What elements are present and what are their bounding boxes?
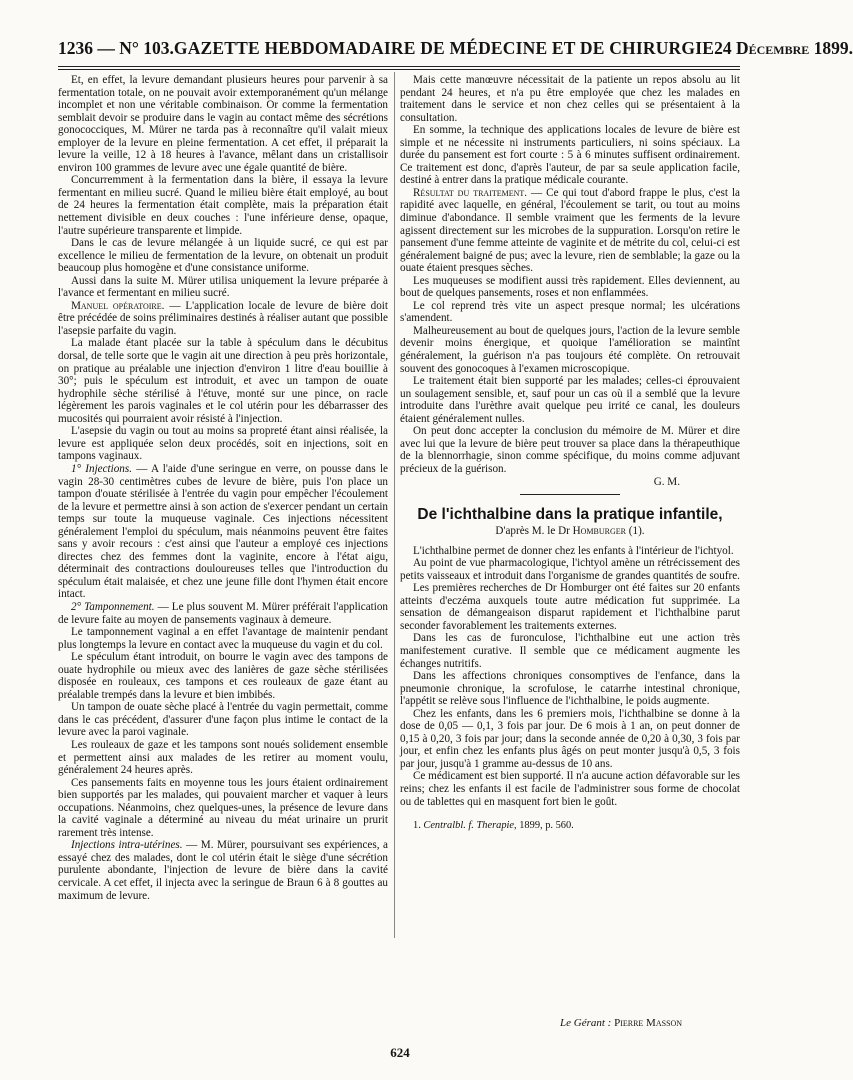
paragraph: Le traitement était bien supporté par les malades; celles-ci éprouvaient un soulagement sensible, et, sauf pour un cas où il a semblé que la levure introduite dans l'urèthre avait quelque peu irrité ce canal, les douleurs étaient généralement nulles.	[400, 375, 740, 425]
paragraph: En somme, la technique des applications locales de levure de bière est simple et ne nécessite ni instruments particuliers, ni soins spéciaux. La durée du pansement est fort courte : 5 à 6 minutes suffisent ordinairement. Ce traitement est donc, d'après l'auteur, de par sa seule application facile, destiné à entrer dans la pratique médicale courante.	[400, 124, 740, 187]
paragraph: 2° Tamponnement. — Le plus souvent M. Mürer préférait l'application de levure faite au moyen de pansements vaginaux à demeure.	[58, 600, 388, 626]
paragraph: Malheureusement au bout de quelques jours, l'action de la levure semble devenir moins énergique, et quoique l'amélioration se maintînt généralement, la guérison n'a pas toujours été complète. On retrouvait souvent des gonocoques à l'examen microscopique.	[400, 324, 740, 375]
paragraph: Les muqueuses se modifient aussi très rapidement. Elles deviennent, au bout de quelques pansements, roses et non enflammées.	[400, 274, 740, 300]
publisher-credit: Le Gérant : Pierre Masson	[560, 1017, 683, 1029]
journal-title: GAZETTE HEBDOMADAIRE DE MÉDECINE ET DE CHIRURGIE	[173, 38, 715, 58]
paragraph: Chez les enfants, dans les 6 premiers mois, l'ichthalbine se donne à la dose de 0,05 — 0,1, 3 fois par jour. De 6 mois à 1 an, on peut donner de 0,15 à 0,20, 3 fois par jour; dans la seconde année de 0,20 à 0,30, 3 fois par jour, et enfin chez les enfants plus âgés on peut monter jusqu'à 0,5, 3 fois par jour, jusqu'à 1 gramme au-dessus de 10 ans.	[400, 707, 740, 770]
issue-date: 24 Décembre 1899.	[714, 38, 853, 58]
paragraph: Dans les affections chroniques consomptives de l'enfance, dans la pneumonie chronique, la scrofulose, le catarrhe intestinal chronique, l'appétit se relève sous l'influence de l'ichthalbine, le poids augmente.	[400, 670, 740, 708]
paragraph: Le spéculum étant introduit, on bourre le vagin avec des tampons de ouate hydrophile ou mieux avec des lanières de gaze sèche stérilisées disposée en rouleaux, ces tampons et ces rouleaux de gaze étant au préalable trempés dans la levure et bien imbibés.	[58, 651, 388, 701]
paragraph: Les rouleaux de gaze et les tampons sont noués solidement ensemble et permettent ainsi aux malades de les retirer au moment voulu, généralement 24 heures après.	[58, 738, 388, 777]
paragraph: Aussi dans la suite M. Mürer utilisa uniquement la levure préparée à l'avance et fermentant en milieu sucré.	[58, 274, 388, 300]
header-rule-bottom	[58, 69, 740, 70]
paragraph: 1° Injections. — A l'aide d'une seringue en verre, on pousse dans le vagin 28-30 centimètres cubes de levure de bière, puis l'on place un tampon d'ouate stérilisée à l'entrée du vagin pour empêcher l'écoulement de la levure et permettre ainsi à son action de s'exercer pendant un certain temps sur toute la muqueuse vaginale. Ces injections nécessitent généralement l'emploi du spéculum, mais néanmoins peuvent être faites sans y avoir recours : c'est ainsi que l'auteur a employé ces injections directes chez des femmes dont la vaginite, encore à l'état aigu, déterminait des contractions douloureuses telles que l'introduction du spéculum était malaisée, et chez une jeune fille dont l'hymen était encore intact.	[58, 462, 389, 601]
page-number: 624	[390, 1045, 410, 1060]
paragraph: Le col reprend très vite un aspect presque normal; les ulcérations s'amendent.	[400, 299, 740, 325]
paragraph: Le tamponnement vaginal a en effet l'avantage de maintenir pendant plus longtemps la levure en contact avec la muqueuse du vagin et du col.	[58, 626, 388, 651]
paragraph: Et, en effet, la levure demandant plusieurs heures pour parvenir à sa fermentation totale, on ne pouvait avoir extemporanément qu'un mélange incomplet et non une véritable combinaison. Or comme la fermentation semblait devoir se produire dans le vagin au contact même des sécrétions gonococciques, M. Mürer ne tarda pas à reconnaître qu'il valait mieux employer de la levure en pleine fermentation. A cet effet, il préparait la levure la veille, 12 à 18 heures à l'avance, mêlant dans un cristallisoir environ 100 grammes de levure avec une égale quantité de bière.	[58, 74, 388, 174]
paragraph: Dans le cas de levure mélangée à un liquide sucré, ce qui est par excellence le milieu de fermentation de la levure, on obtenait un produit beaucoup plus homogène et d'une consistance uniforme.	[58, 237, 388, 275]
paragraph: Concurremment à la fermentation dans la bière, il essaya la levure fermentant en milieu sucré. Quand le milieu bière était employé, au bout de 24 heures la fermentation était complète, mais la préparation était nettement divisible en deux couches : l'une inférieure dense, opaque, l'autre supérieure transparente et limpide.	[58, 174, 388, 237]
paragraph: La malade étant placée sur la table à spéculum dans le décubitus dorsal, de telle sorte que le vagin ait une direction à peu près horizontale, on pratique au préalable une injection d'environ 1 litre d'eau bouillie à 30°; puis le spéculum est introduit, et avec un tampon de ouate hydrophile sèche stérilisé à l'étuve, monté sur une pince, on racle légèrement les parois vaginales et le col utérin pour les débarrasser des mucosités qui pourraient avoir résisté à l'injection.	[58, 337, 388, 425]
paragraph: Dans les cas de furonculose, l'ichthalbine eut une action très manifestement curative. Il semble que ce médicament augmente les échanges nutritifs.	[400, 632, 740, 670]
running-header	[58, 38, 853, 64]
article-byline: D'après M. le Dr Homburger (1).	[495, 525, 645, 538]
left-column	[58, 74, 388, 902]
paragraph: Injections intra-utérines. — M. Mürer, poursuivant ses expériences, a essayé chez des malades, dont le col utérin était le siège d'une sécrétion purulente abondante, l'injection de levure de bière dans la cavité cervicale. A cet effet, il injecta avec la seringue de Braun 6 à 8 gouttes au maximum de levure.	[58, 839, 388, 902]
column-divider	[394, 72, 395, 938]
header-rule-top	[58, 66, 740, 67]
paragraph: On peut donc accepter la conclusion du mémoire de M. Mürer et dire avec lui que la levure de bière peut trouver sa place dans la thérapeuthique de la blennorrhagie, sinon comme spécifique, du moins comme adjuvant précieux de la guérison.	[400, 425, 740, 475]
page-issue-number: 1236 — N° 103.	[58, 38, 174, 58]
paragraph: Un tampon de ouate sèche placé à l'entrée du vagin permettait, comme dans le cas précédent, d'assurer d'une façon plus intime le contact de la levure avec la paroi vaginale.	[58, 701, 388, 739]
section-label: 2° Tamponnement.	[71, 600, 155, 613]
paragraph: L'ichthalbine permet de donner chez les enfants à l'intérieur de l'ichtyol.	[413, 544, 734, 557]
paragraph: Manuel opératoire. — L'application locale de levure de bière doit être précédée de soins préliminaires destinés à réaliser autant que possible l'asepsie parfaite du vagin.	[58, 299, 389, 337]
paragraph: Résultat du traitement. — Ce qui tout d'abord frappe le plus, c'est la rapidité avec laquelle, en général, l'écoulement se tarit, ou tout au moins diminue d'abondance. Il semble vraiment que les ferments de la levure agissent directement sur les microbes de la suppuration. Lorsqu'on retire le pansement d'une femme atteinte de vaginite et de métrite du col, celui-ci est généralement baigné de pus; avec la levure, rien de semblable; la gaze ou la ouate étaient presques sèches.	[400, 186, 740, 275]
right-column	[400, 74, 740, 833]
section-label: Manuel opératoire.	[71, 299, 165, 312]
section-label: 1° Injections.	[71, 462, 133, 475]
paragraph: Les premières recherches de Dr Homburger ont été faites sur 20 enfants atteints d'eczéma auxquels toute autre médication fut supprimée. La sensation de démangeaison disparut rapidement et l'ichthalbine parut seconder favorablement les traitements externes.	[400, 582, 740, 632]
paragraph: Ce médicament est bien supporté. Il n'a aucune action défavorable sur les reins; chez les enfants il est facile de l'administrer sous forme de chocolat ou de tablettes qui en masquent fort bien le goût.	[400, 770, 740, 808]
paragraph: Mais cette manœuvre nécessitait de la patiente un repos absolu au lit pendant 24 heures, et n'a pu être employée que chez les malades en traitement dans le service et non chez celles qui se présentaient à la consultation.	[400, 74, 740, 124]
section-label: Résultat du traitement.	[413, 186, 528, 199]
paragraph: Ces pansements faits en moyenne tous les jours étaient ordinairement bien supportés par les malades, qui pouvaient marcher et vaquer à leurs occupations. Néanmoins, chez quelques-unes, la présence de levure dans la cavité vaginale a déterminé au niveau du méat urinaire un prurit rarement très intense.	[58, 776, 388, 839]
paragraph: L'asepsie du vagin ou tout au moins sa propreté étant ainsi réalisée, la levure est appliquée selon deux procédés, soit en injections, soit en tampons vaginaux.	[58, 425, 388, 463]
paragraph: Au point de vue pharmacologique, l'ichtyol amène un rétrécissement des petits vaisseaux et introduit dans l'organisme de grandes quantités de soufre.	[400, 557, 740, 582]
author-signature: G. M.	[653, 475, 680, 488]
footnote: 1. Centralbl. f. Therapie, 1899, p. 560.	[413, 820, 574, 832]
article-title: De l'ichthalbine dans la pratique infantile,	[417, 506, 723, 524]
section-label: Injections intra-utérines.	[71, 839, 183, 852]
section-separator	[520, 494, 620, 495]
